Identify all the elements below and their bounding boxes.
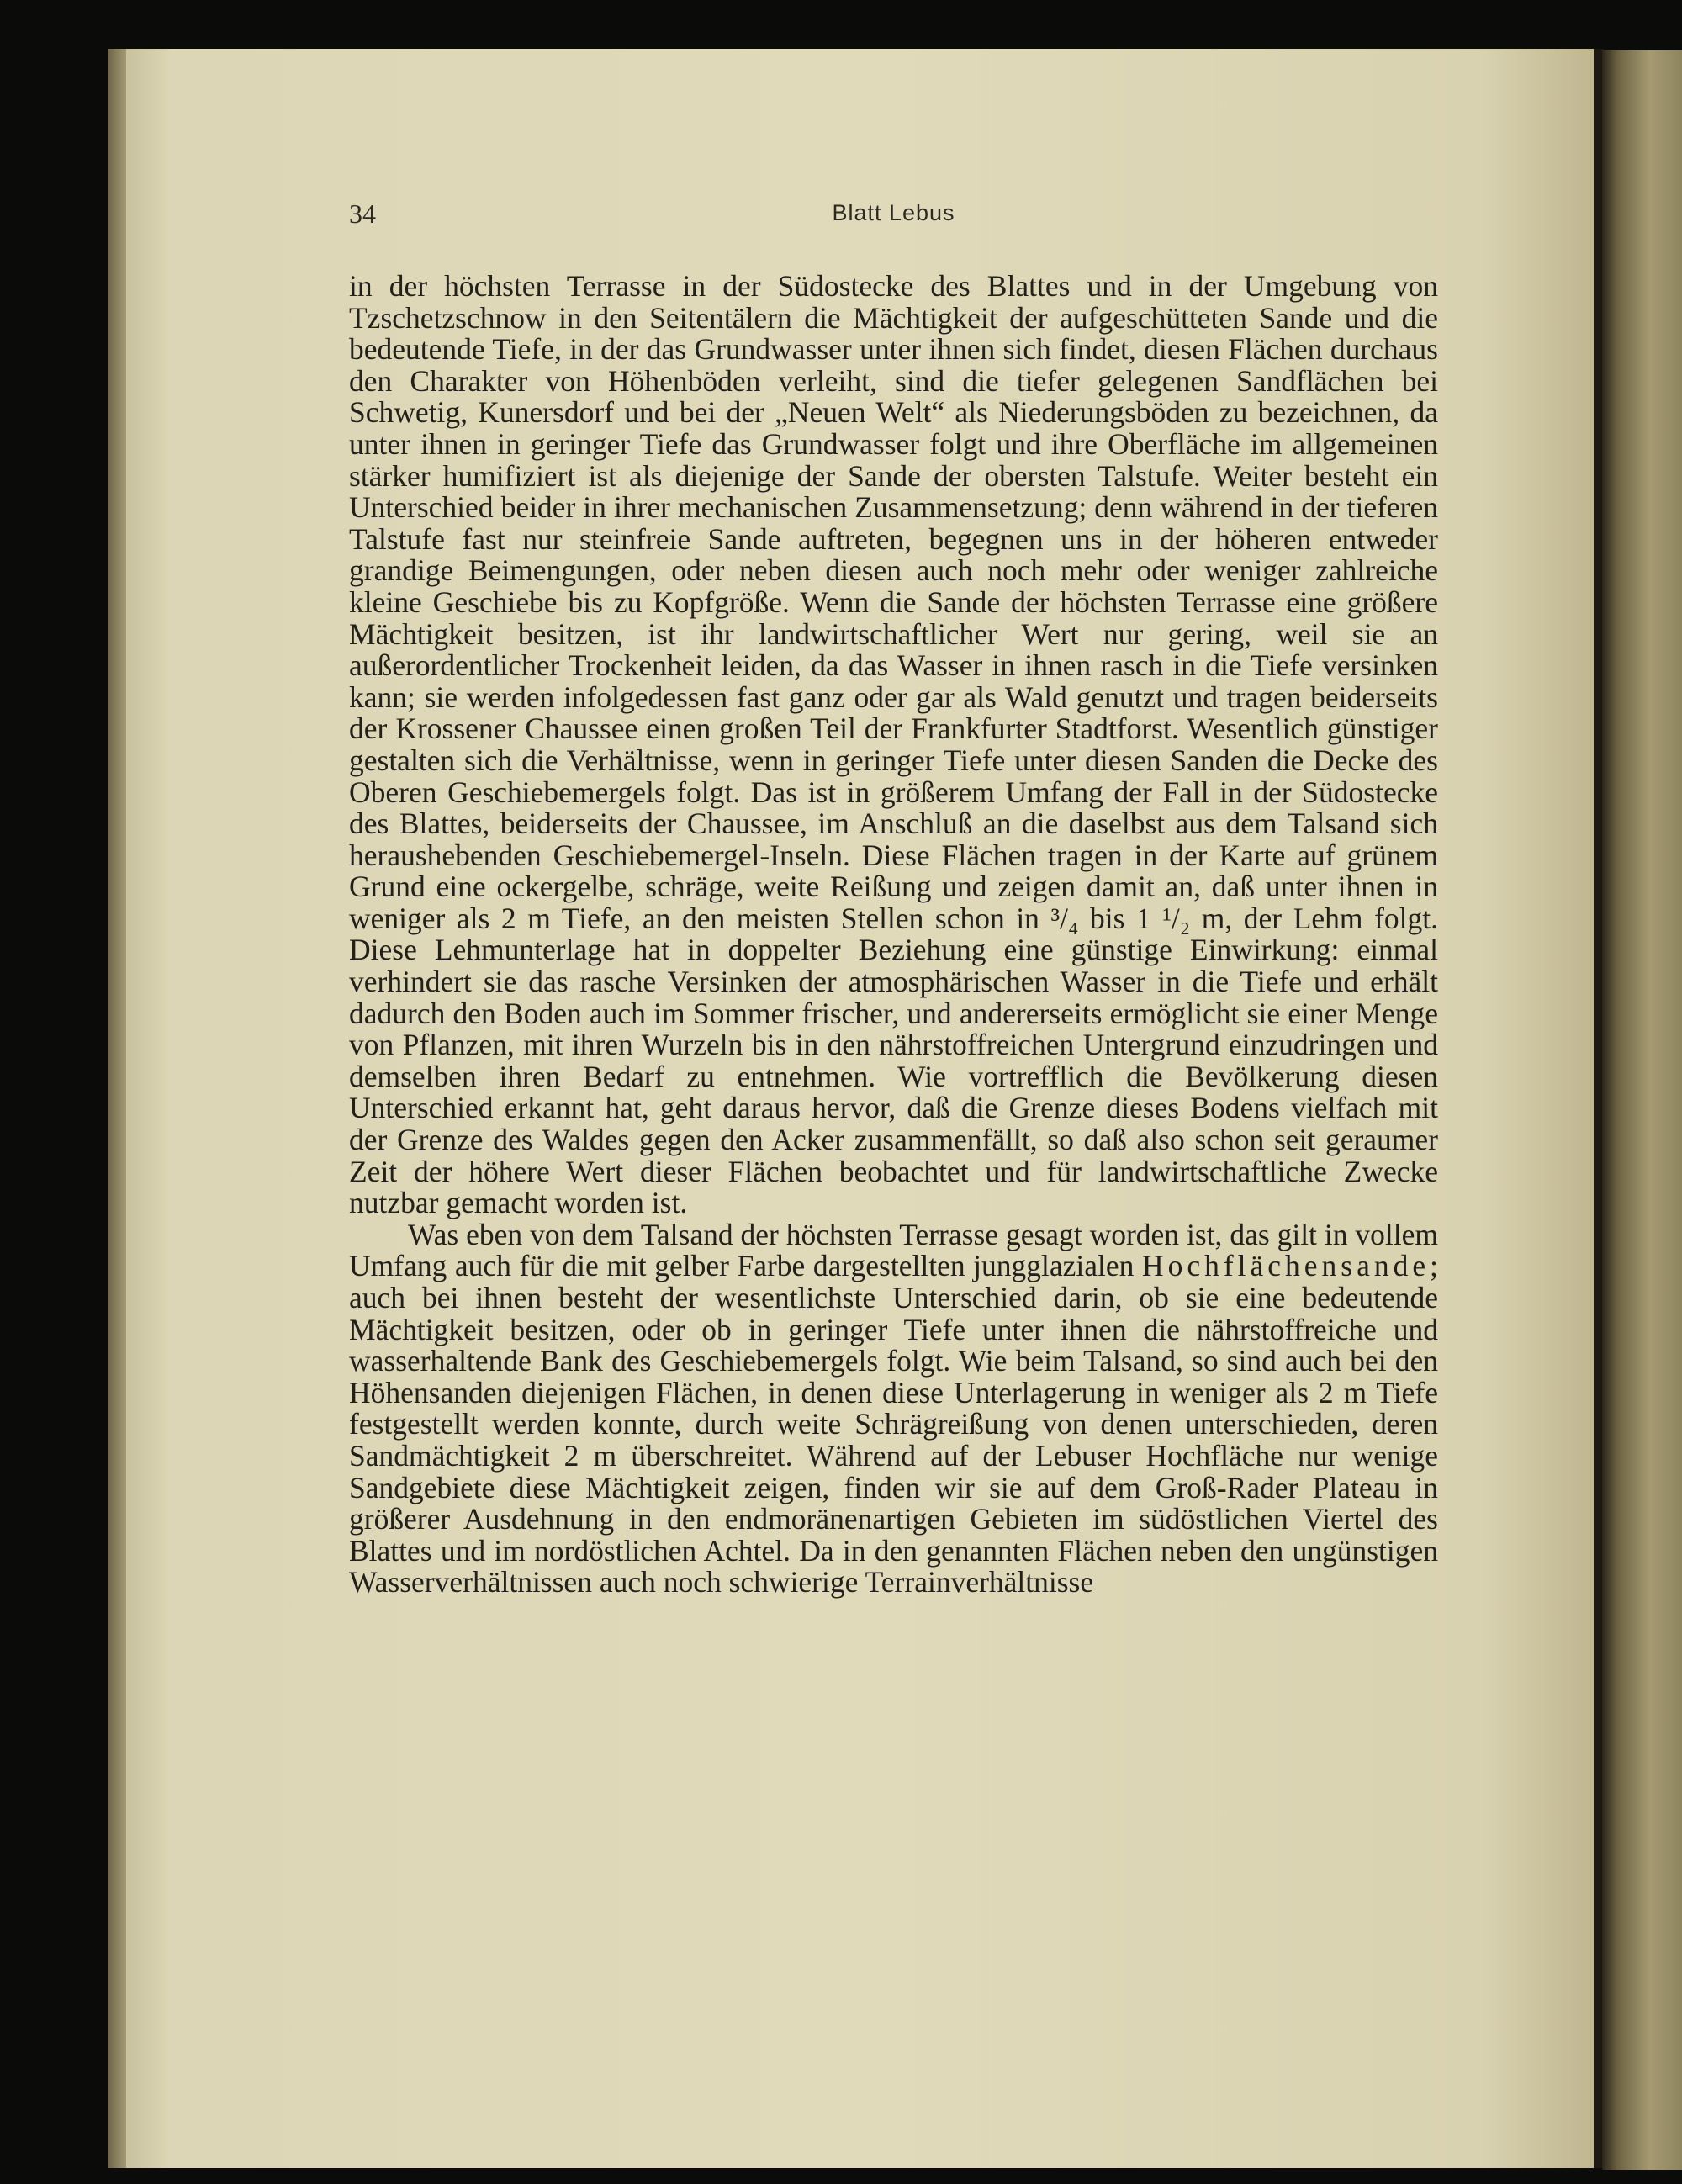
- page-header: [349, 198, 1438, 232]
- paragraph: [349, 271, 1438, 1219]
- running-title: Blatt Lebus: [832, 200, 955, 225]
- text-run: ; auch bei ihnen besteht der wesentlichste Unterschied darin, ob sie eine bedeutende Mächtigkeit besitzen, oder ob in geringer Tiefe unter ihnen die nährstoffreiche und wasserhaltende Bank des Geschiebemergels folgt. Wie beim Talsand, so sind auch bei den Höhensanden diejenigen Flächen, in denen diese Unterlagerung in weniger als 2 m Tiefe festgestellt werden konnte, durch weite Schrägreißung von denen unterschieden, deren Sandmächtigkeit 2 m überschreitet. Während auf der Lebuser Hochfläche nur wenige Sandgebiete diese Mächtigkeit zeigen, finden wir sie auf dem Groß-Rader Plateau in größerer Ausdehnung in den endmoränenartigen Gebieten im südöstlichen Viertel des Blattes und im nordöstlichen Achtel. Da in den genannten Flächen neben den ungünstigen Wasserverhältnissen auch noch schwierige Terrainverhältnisse: [349, 1249, 1438, 1600]
- text-run: in der höchsten Terrasse in der Südostecke des Blattes und in der Umgebung von Tzschetzschnow in den Seitentälern die Mächtigkeit der aufgeschütteten Sande und die bedeutende Tiefe, in der das Grundwasser unter ihnen sich findet, diesen Flächen durchaus den Charakter von Höhenböden verleiht, sind die tiefer gelegenen Sandflächen bei Schwetig, Kunersdorf und bei der „Neuen Welt“ als Niederungsböden zu bezeichnen, da unter ihnen in geringer Tiefe das Grundwasser folgt und ihre Oberfläche im allgemeinen stärker humifiziert ist als diejenige der Sande der obersten Talstufe. Weiter besteht ein Unterschied beider in ihrer mechanischen Zusammensetzung; denn während in der tieferen Talstufe fast nur steinfreie Sande auftreten, begegnen uns in der höheren entweder grandige Beimengungen, oder neben diesen auch noch mehr oder weniger zahlreiche kleine Geschiebe bis zu Kopfgröße. Wenn die Sande der höchsten Terrasse eine größere Mächtigkeit besitzen, ist ihr landwirtschaftlicher Wert nur gering, weil sie an außerordentlicher Trockenheit leiden, da das Wasser in ihnen rasch in die Tiefe versinken kann; sie werden infolgedessen fast ganz oder gar als Wald genutzt und tragen beiderseits der Krossener Chaussee einen großen Teil der Frankfurter Stadtforst. Wesentlich günstiger gestalten sich die Verhältnisse, wenn in geringer Tiefe unter diesen Sanden die Decke des Oberen Geschiebemergels folgt. Das ist in größerem Umfang der Fall in der Südostecke des Blattes, beiderseits der Chaussee, im Anschluß an die daselbst aus dem Talsand sich heraushebenden Geschiebemergel-Inseln. Diese Flächen tragen in der Karte auf grünem Grund eine ockergelbe, schräge, weite Reißung und zeigen damit an, daß unter ihnen in weniger als 2 m Tiefe, an den meisten Stellen schon in ³/₄ bis 1 ¹/₂ m, der Lehm folgt. Diese Lehmunterlage hat in doppelter Beziehung eine günstige Einwirkung: einmal verhindert sie das rasche Versinken der atmosphärischen Wasser in die Tiefe und erhält dadurch den Boden auch im Sommer frischer, und andererseits ermöglicht sie einer Menge von Pflanzen, mit ihren Wurzeln bis in den nährstoffreichen Untergrund einzudringen und demselben ihren Bedarf zu entnehmen. Wie vortrefflich die Bevölkerung diesen Unterschied erkannt hat, geht daraus hervor, daß die Grenze dieses Bodens vielfach mit der Grenze des Waldes gegen den Acker zusammenfällt, so daß also schon seit geraumer Zeit der höhere Wert dieser Flächen beobachtet und für landwirtschaftliche Zwecke nutzbar gemacht worden ist.: [349, 269, 1438, 1220]
- text-run: Was eben von dem Talsand der höchsten Terrasse gesagt worden ist, das gilt in vollem Umfang auch für die mit gelber Farbe dargestellten jungglazialen: [349, 1217, 1438, 1283]
- adjacent-page-edge: [1602, 50, 1682, 2170]
- paragraph: [349, 1219, 1438, 1599]
- page-number: 34: [349, 198, 376, 229]
- emphasized-term: Hochflächensande: [1141, 1249, 1431, 1283]
- body-text: [349, 271, 1438, 1599]
